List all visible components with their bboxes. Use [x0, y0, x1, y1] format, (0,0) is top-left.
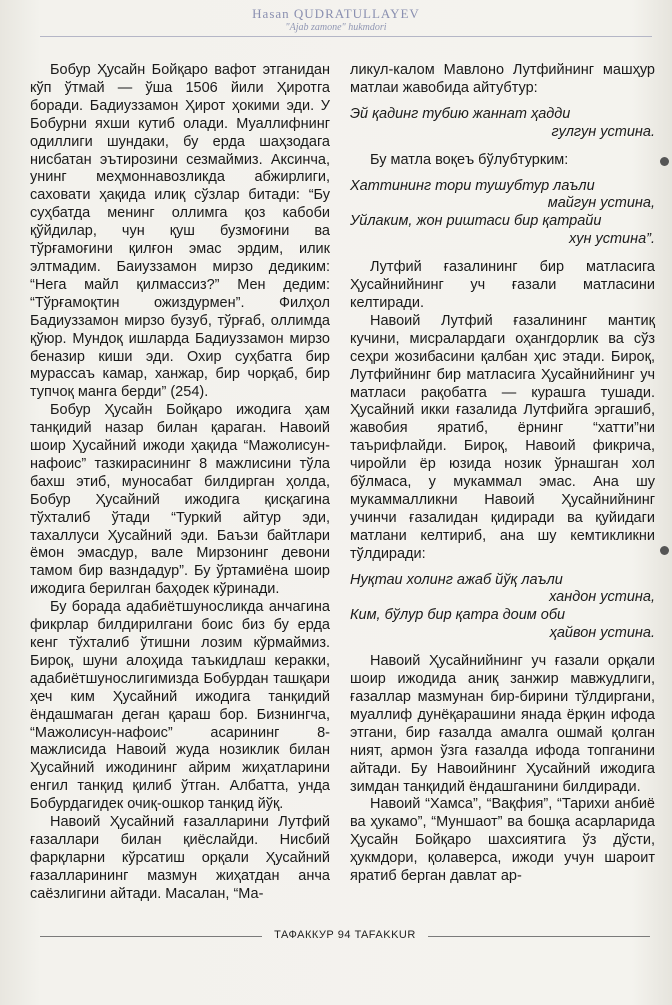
verse-line: гулгун устина.: [551, 123, 655, 140]
verse-quote: [350, 106, 655, 142]
verse-quote: [350, 178, 655, 250]
running-header-title: "Ajab zamone" hukmdori: [285, 22, 387, 33]
footer-divider-left: [40, 936, 262, 937]
verse-line: Хаттининг тори тушубтур лаъли: [350, 177, 595, 194]
verse-line: майгун устина,: [547, 195, 655, 212]
paragraph: Бобур Ҳусайн Бойқаро вафот этганидан кўп ўтмай — ўша 1506 йили Ҳиротга боради. Бадиуззамон Ҳирот ҳокими эди. У Бобурни яхши кутиб олади. Муаллифнинг одиллиги шундаки, бу ерда шаҳзодага нисбатан эътирозини сезмаймиз. Аксинча, унинг меҳмоннавозликда абжирлиги, саховати ҳақида илиқ сўзлар битади: “Бу суҳбатда менинг оллимга қоз кабоби қўйдилар, чун қуш бузмоғини ва тўрғамоғини қилғон эмас эрдим, илик элтмадим. Баиуззамон мирзо дедиким: “Нега майл қилмассиз?” Мен дедим: “Тўрғамоқтин ожиздурмен”. Филҳол Бадиуззамон мирзо бузуб, тўрғаб, оллимда қўюр. Мундоқ ишларда Бадиуззамон мирзо беназир киши эди. Охир суҳбатга бир мурассаъ камар, ханжар, бир чорқаб, бир тупчоқ манга берди” (254).: [30, 62, 330, 401]
running-header-author: Hasan QUDRATULLAYEV: [252, 6, 420, 21]
verse-line: хун устина”.: [568, 231, 655, 248]
binder-hole-icon: [660, 546, 669, 555]
verse-line: Ким, бўлур бир қатра доим оби: [350, 607, 566, 624]
paragraph: Бобур Ҳусайн Бойқаро ижодига ҳам танқидий назар билан қараган. Навоий шоир Ҳусайний ижоди ҳақида “Мажолисун-нафоис” тазкирасининг 8 мажлисини тўла бахш этиб, муносабат билдирган ҳолда, Бобур Ҳусайний ижодига қисқагина тўхталиб ўтади “Туркий айтур эди, тахаллуси Ҳусайний эди. Баъзи байтлари ёмон эмасдур, вале Мирзонинг девони тамом бир вазндадур”. Бу ўртамиёна шоир ижодига берилган баҳодек кўринади.: [30, 402, 330, 598]
paragraph: ликул-калом Мавлоно Лутфийнинг машҳур матлаи жавобида айтубтур:: [350, 62, 655, 96]
paragraph: Лутфий ғазалининг бир матласига Ҳусайнийнинг уч ғазали матласини келтиради.: [350, 259, 655, 311]
page-footer: ТАФАККУР 94 TAFAKKUR: [274, 929, 416, 941]
paragraph: Навоий “Хамса”, “Вақфия”, “Тарихи анбиё ва ҳукамо”, “Муншаот” ва бошқа асарларида Ҳусайн Бойқаро шахсиятига ўз дўсти, ҳукмдори, қолаверса, ижоди учун шароит яратиб берган давлат ар-: [350, 796, 655, 885]
verse-line: Эй қадинг тубию жаннат ҳадди: [350, 105, 571, 122]
paragraph: Бу борада адабиётшуносликда анчагина фикрлар билдирилгани боис биз бу ерда кенг тўхталиб ўтишни лозим кўрмаймиз. Бироқ, шуни алоҳида таъкидлаш керакки, адабиётшунослигимизда Бобурдан ташқари ҳеч ким Ҳусайний ижодига танқидий ёндашмаган деган қараш бор. Бизнингча, “Мажолисун-нафоис” асарининг 8-мажлисида Навоий жуда нозиклик билан Ҳусайний ижодининг айрим жиҳатларини енгил танқид қилиб ўтган. Албатта, унда Бобурдагидек очиқ-ошкор танқид йўқ.: [30, 599, 330, 813]
verse-line: хандон устина,: [549, 589, 655, 606]
binder-hole-icon: [660, 157, 669, 166]
right-column: [350, 62, 655, 886]
verse-line: Нуқтаи холинг ажаб йўқ лаъли: [350, 571, 563, 588]
verse-line: ҳайвон устина.: [549, 625, 655, 642]
verse-line: Уйлаким, жон риштаси бир қатрайи: [350, 213, 602, 230]
paragraph: Навоий Лутфий ғазалининг мантиқ кучини, мисралардаги оҳангдорлик ва сўз сеҳри жозибасини қалбан ҳис этади. Бироқ, Лутфийнинг бир матласига Ҳусайнийнинг уч матласи рақобатга — курашга тушади. Ҳусайний икки ғазалида Лутфийга эргашиб, жавобия яратиб, ёрнинг “хатти”ни таърифлайди. Бироқ, Навоий фикрича, чиройли ёр юзида нозик ўрнашган хол бўлмаса, у мукаммал эмас. Ана шу мукаммалликни Навоий Ҳусайнийнинг учинчи ғазалидан қидиради ва қуйидаги матлани келтириб, ана шу кемтикликни тўлдиради:: [350, 312, 655, 562]
header-divider: [40, 36, 652, 37]
verse-quote: [350, 572, 655, 644]
footer-divider-right: [428, 936, 650, 937]
paragraph: Навоий Ҳусайнийнинг уч ғазали орқали шоир ижодида аниқ занжир мавжудлиги, ғазаллар мазмунан бир-бирини тўлдиргани, муаллиф дунёқарашини янада ёрқин ифода этгани, бир ғазалда амалга ошмай қолган ният, армон ўзга ғазалда ифода топганини айтади. Бу Навоийнинг Ҳусайний ижодига зимдан танқидий ёндашганини билдиради.: [350, 653, 655, 795]
left-column: [30, 62, 330, 904]
paragraph: Бу матла воқеъ бўлубтурким:: [370, 151, 569, 168]
paragraph: Навоий Ҳусайний ғазалларини Лутфий ғазаллари билан қиёслайди. Нисбий фарқларни кўрсатиш орқали Ҳусайний ғазалларининг мазмун жиҳатдан анча саёзлигини айтади. Масалан, “Ма-: [30, 814, 330, 902]
